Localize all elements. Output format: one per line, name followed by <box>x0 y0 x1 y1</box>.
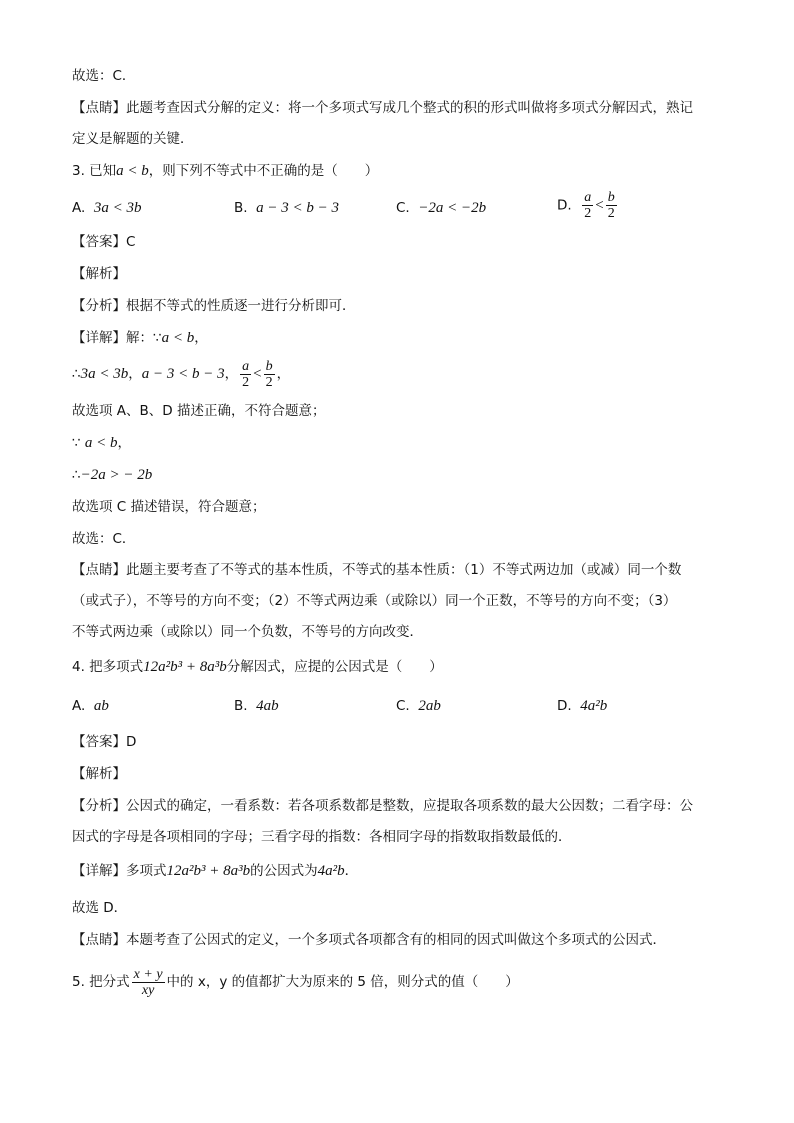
analysis-4-line2 <box>72 827 572 847</box>
numerator: a <box>584 190 592 205</box>
math: a − 3 < b − 3 <box>141 366 225 382</box>
c-wrong <box>72 497 266 517</box>
answer-4 <box>72 732 136 752</box>
text: 故选项 A、B、D 描述正确，不符合题意； <box>72 403 326 419</box>
q4-option-b <box>234 696 279 716</box>
q3-prefix: 3. 已知 <box>72 163 117 179</box>
math: 12a²b³ + 8a³b <box>143 659 227 675</box>
math: 4a²b <box>317 863 345 879</box>
numerator: b <box>265 358 273 374</box>
answer-3 <box>72 232 135 252</box>
fraction <box>606 190 617 221</box>
math: 12a²b³ + 8a³b <box>166 863 251 879</box>
fraction <box>132 967 165 998</box>
option-label: A. <box>72 200 86 216</box>
therefore-symbol: ∴ <box>72 366 81 382</box>
math: a < b <box>161 330 195 346</box>
text: ， <box>117 435 132 451</box>
q4-option-c <box>396 696 441 716</box>
answer-choice-prev <box>72 66 135 86</box>
question-5 <box>72 962 519 1002</box>
text: 【详解】多项式 <box>72 863 167 879</box>
q3-suffix: ，则下列不等式中不正确的是（ ） <box>148 163 379 179</box>
text: 【分析】根据不等式的性质逐一进行分析即可． <box>72 298 356 314</box>
text: 5. 把分式 <box>72 974 130 990</box>
text: 故选项 C 描述错误，符合题意； <box>72 499 266 515</box>
choose-3 <box>72 529 135 549</box>
option-label: D. <box>557 698 572 714</box>
q3-option-c <box>396 198 486 218</box>
option-text: ab <box>93 698 109 714</box>
denominator: 2 <box>265 374 273 390</box>
text: 不等式两边乘（或除以）同一个负数，不等号的方向改变． <box>72 624 423 640</box>
text: 的公因式为 <box>250 863 318 879</box>
text: 【答案】D <box>72 734 137 750</box>
operator: < <box>253 366 262 382</box>
text: 因式的字母是各项相同的字母；三看字母的指数：各相同字母的指数取指数最低的． <box>72 829 572 845</box>
comment-3-line3 <box>72 622 423 642</box>
therefore-3-line2 <box>72 465 152 485</box>
math: −2a > − 2b <box>80 467 153 483</box>
fraction <box>240 359 251 390</box>
detail-4 <box>72 861 358 881</box>
denominator: 2 <box>242 374 250 390</box>
option-text: 3a < 3b <box>93 200 142 216</box>
option-label: A. <box>72 698 86 714</box>
text: 【答案】C <box>72 234 136 250</box>
text: ， <box>276 366 291 382</box>
text: 定义是解题的关键． <box>72 131 194 147</box>
text: 【详解】解：∵ <box>72 330 162 346</box>
denominator: 2 <box>584 206 592 221</box>
math: 3a < 3b <box>80 366 129 382</box>
math: a < b <box>84 435 118 451</box>
denominator: xy <box>141 982 155 998</box>
choose-4 <box>72 898 127 918</box>
text: ． <box>344 863 359 879</box>
option-text: 2ab <box>418 698 441 714</box>
text: 【解析】 <box>72 766 126 782</box>
text: 4. 把多项式 <box>72 659 144 675</box>
option-label: D. <box>557 197 572 214</box>
text: 【点睛】此题考查因式分解的定义：将一个多项式写成几个整式的积的形式叫做将多项式分解因式，熟记 <box>72 100 693 116</box>
text: 【点睛】此题主要考查了不等式的基本性质，不等式的基本性质：（1）不等式两边加（或减）同一个数 <box>72 562 682 578</box>
q3-option-a <box>72 198 142 218</box>
comment-3-line2 <box>72 591 676 611</box>
text: 【点睛】本题考查了公因式的定义，一个多项式各项都含有的相同的因式叫做这个多项式的公因式． <box>72 932 666 948</box>
option-text: a − 3 < b − 3 <box>256 200 340 216</box>
fraction <box>264 359 275 390</box>
analysis-4-header <box>72 764 126 784</box>
comment-4 <box>72 930 666 950</box>
q4-option-d <box>557 696 607 716</box>
text: 分解因式，应提的公因式是（ ） <box>226 659 443 675</box>
because-symbol: ∵ <box>72 435 81 451</box>
text: 中的 x，y 的值都扩大为原来的 5 倍，则分式的值（ ） <box>166 974 519 990</box>
operator: < <box>595 197 604 214</box>
numerator: b <box>607 190 615 205</box>
therefore-symbol: ∴ <box>72 467 81 483</box>
denominator: 2 <box>607 206 615 221</box>
q3-option-d <box>557 190 619 221</box>
comment-3-line1 <box>72 560 681 580</box>
option-text: 4ab <box>256 698 279 714</box>
text: ， <box>128 366 142 382</box>
option-text: −2a < −2b <box>418 200 487 216</box>
text: 故选：C． <box>72 68 136 84</box>
text: 【分析】公因式的确定，一看系数：若各项系数都是整数，应提取各项系数的最大公因数；二看字母：公 <box>72 798 693 814</box>
text: 故选 D． <box>72 900 128 916</box>
q3-option-b <box>234 198 339 218</box>
analysis-3 <box>72 296 356 316</box>
comment-prev-line2 <box>72 129 194 149</box>
fraction <box>582 190 593 221</box>
option-label: B. <box>234 200 248 216</box>
question-4 <box>72 657 443 677</box>
option-label: C. <box>396 200 410 216</box>
text: 故选：C． <box>72 531 136 547</box>
numerator: x + y <box>133 966 163 982</box>
q3-condition: a < b <box>116 163 149 179</box>
therefore-3-line1 <box>72 356 290 392</box>
text: （或式子），不等号的方向不变；（2）不等式两边乘（或除以）同一个正数，不等号的方向不变；（3） <box>72 593 677 609</box>
question-3 <box>72 161 378 181</box>
text: 【解析】 <box>72 266 126 282</box>
option-label: B. <box>234 698 248 714</box>
comment-prev-line1 <box>72 98 693 118</box>
option-text: 4a²b <box>580 698 608 714</box>
because-3 <box>72 433 131 453</box>
detail-3 <box>72 328 208 348</box>
text: ， <box>194 330 208 346</box>
q4-option-a <box>72 696 109 716</box>
analysis-4-line1 <box>72 796 693 816</box>
option-label: C. <box>396 698 410 714</box>
numerator: a <box>242 358 250 374</box>
text: ， <box>224 366 239 382</box>
abd-correct <box>72 401 325 421</box>
analysis-3-header <box>72 264 126 284</box>
